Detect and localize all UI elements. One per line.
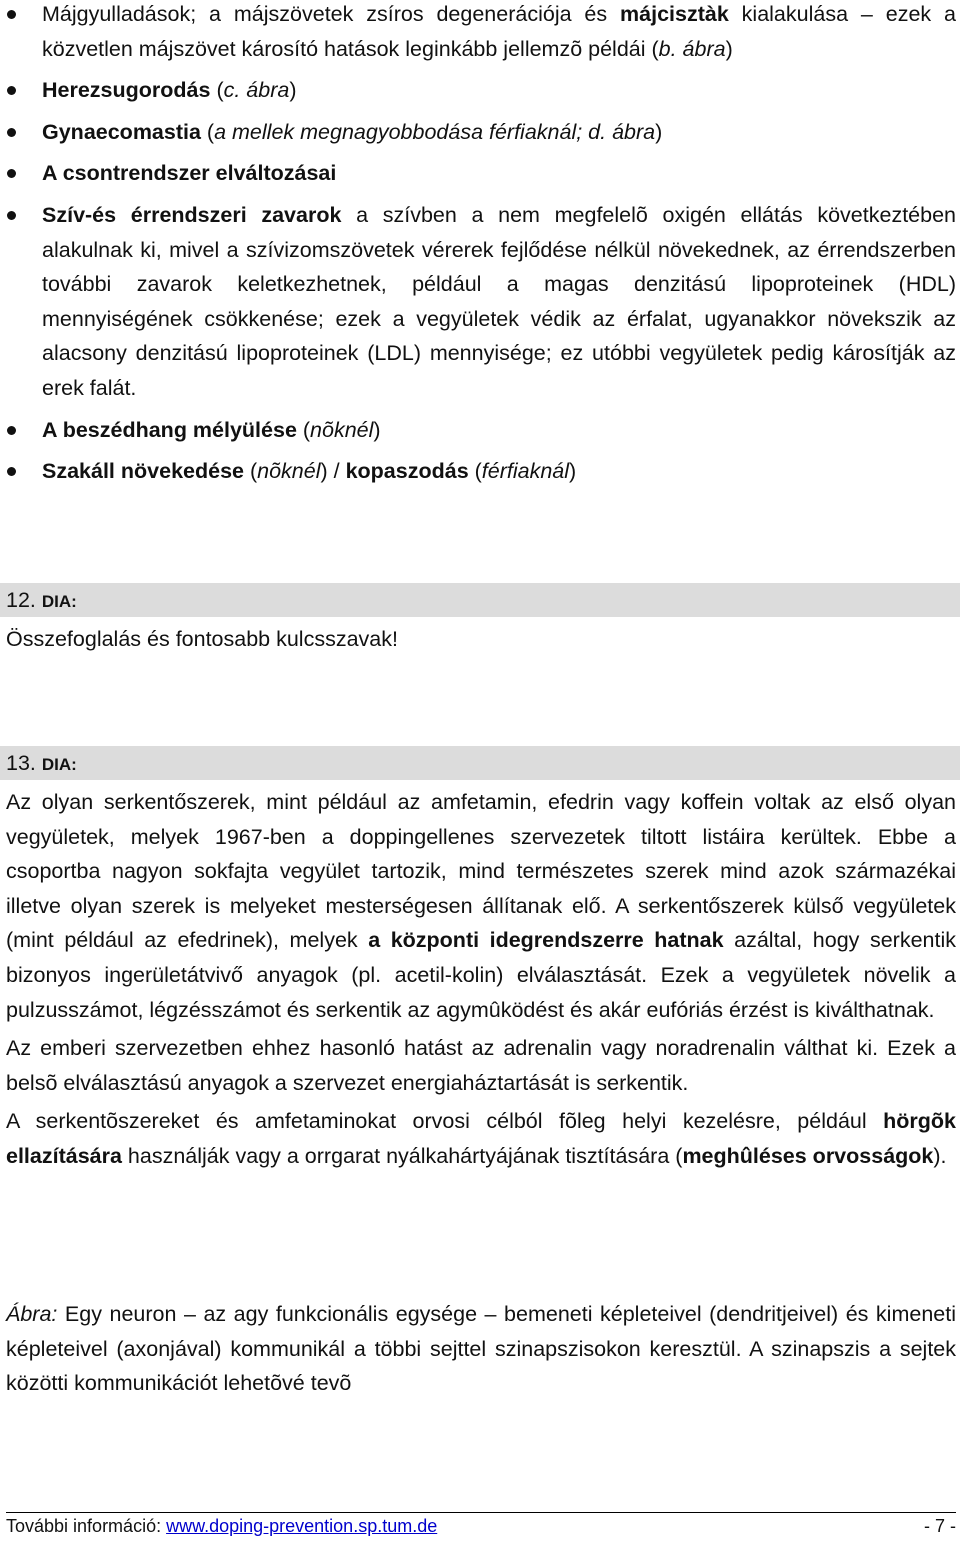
footer — [6, 1513, 956, 1539]
bullet-list — [0, 0, 960, 496]
bullet-text: ) / — [320, 459, 346, 484]
section-header-dia-12 — [0, 583, 960, 617]
bullet-text-bold: Gynaecomastia — [42, 119, 201, 144]
bullet-text: ) — [289, 78, 297, 103]
bullet-item — [0, 454, 960, 489]
bullet-item — [0, 198, 960, 406]
bullet-text-italic: nõknél — [257, 459, 321, 484]
paragraph — [6, 1031, 956, 1100]
figure-caption — [6, 1297, 956, 1401]
paragraph-text: Az olyan serkentőszerek, mint például az amfetamin, efedrin vagy koffein voltak az első olyan vegyületek, melyek 1967-ben a doppingellenes szervezetek tiltott listáira kerültek. Ebbe a csoportba nagyon sokfajta vegyület tartozik, mind természetes szerek mind azok származékai illetve olyan szerek is melyeket mesterségesen állítanak elő. A serkentőszerek külső vegyületek (mint például az efedrinek), melyek — [6, 790, 956, 953]
paragraph — [6, 1104, 956, 1173]
bullet-text-italic: a mellek megnagyobbodása férfiaknál; d. ábra — [214, 119, 656, 144]
dia-12-text: Összefoglalás és fontosabb kulcsszavak! — [6, 627, 398, 651]
paragraph — [6, 785, 956, 1027]
bullet-item — [0, 115, 960, 150]
bullet-text: ( — [468, 459, 482, 484]
bullet-text-bold: Herezsugorodás — [42, 78, 211, 103]
section-number: 12. — [6, 588, 36, 612]
bullet-text: ) — [373, 417, 381, 442]
paragraph-text-bold: meghûléses orvosságok — [682, 1143, 934, 1168]
bullet-text-italic: nõknél — [310, 417, 374, 442]
section-label: DIA: — [41, 592, 77, 611]
bullet-text: ) — [655, 119, 663, 144]
caption-text: Egy neuron – az agy funkcionális egysége – bemeneti képleteivel (dendritjeivel) és kimeneti képleteivel (axonjával) kommunikál a többi sejttel szinapszisokon keresztül. A szinapszis a sejtek közötti kommunikációt lehetõvé tevõ — [6, 1302, 956, 1396]
bullet-text: kialakulása – ezek a közvetlen májszövet károsító hatások leginkább jellemzõ példái ( — [42, 2, 956, 61]
bullet-text: Májgyulladások; a májszövetek zsíros degenerációja és — [42, 2, 621, 26]
bullet-text: a szívben a nem megfelelõ oxigén ellátás következtében alakulnak ki, mivel a szívizomszövetek vérerek fejlődése nélkül növekednek, az érrendszerben további zavarok keletkezhetnek, például a magas denzitású lipoproteinek (HDL) mennyiségének csökkenése; ezek a vegyületek védik az érfalat, ugyanakkor növekszik az alacsony denzitású lipoproteinek (LDL) mennyisége; ez utóbbi vegyületek pedig károsítják az erek falát. — [42, 202, 956, 400]
bullet-text-italic: b. ábra — [658, 36, 726, 61]
bullet-text: ) — [725, 36, 733, 61]
bullet-text-bold: Szakáll növekedése — [42, 459, 244, 484]
caption-text-italic: Ábra: — [6, 1302, 58, 1326]
paragraph-text: azáltal, hogy serkentik bizonyos ingerületátvivő anyagok (pl. acetil-kolin) elválasztását. Ezek a vegyületek növelik a pulzusszámot, légzésszámot és serkentik az agymûködést és akár eufóriás érzést is kiválthatnak. — [6, 928, 956, 1022]
paragraph-text: ). — [933, 1143, 947, 1168]
bullet-text: ( — [200, 119, 215, 144]
page-number: - 7 - — [923, 1516, 956, 1536]
bullet-text-bold: A beszédhang mélyülése — [42, 417, 297, 442]
bullet-item — [0, 156, 960, 191]
bullet-item — [0, 413, 960, 448]
bullet-item — [0, 73, 960, 108]
section-label: DIA: — [41, 755, 77, 774]
dia-13-body — [6, 785, 956, 1174]
bullet-text-italic: c. ábra — [223, 78, 290, 103]
paragraph-text: A serkentõszereket és amfetaminokat orvosi célból fõleg helyi kezelésre, például — [6, 1109, 884, 1134]
bullet-text: ) — [569, 459, 577, 484]
footer-link[interactable]: www.doping-prevention.sp.tum.de — [166, 1516, 438, 1536]
footer-info — [6, 1513, 437, 1539]
bullet-text-bold: kopaszodás — [345, 459, 469, 484]
section-header-dia-13 — [0, 746, 960, 780]
bullet-text-bold: májcisztàk — [620, 2, 729, 26]
bullet-text: ( — [243, 459, 258, 484]
paragraph-text-bold: hörgõk ellazítására — [6, 1109, 956, 1168]
bullet-text-bold: A csontrendszer elváltozásai — [42, 161, 337, 186]
bullet-text-italic: férfiaknál — [481, 459, 570, 484]
paragraph-text: használják vagy a orrgarat nyálkahártyájának tisztítására ( — [121, 1143, 683, 1168]
paragraph-text-bold: a központi idegrendszerre hatnak — [368, 928, 724, 953]
bullet-item — [0, 0, 960, 66]
footer-label: További információ: — [6, 1516, 167, 1536]
bullet-text-bold: Szív-és érrendszeri zavarok — [42, 202, 342, 227]
section-number: 13. — [6, 751, 36, 775]
paragraph-text: Az emberi szervezetben ehhez hasonló hatást az adrenalin vagy noradrenalin válthat ki. Ezek a belsõ elválasztású anyagok a szervezet energiaháztartását is serkentik. — [6, 1036, 956, 1095]
bullet-text: ( — [296, 417, 311, 442]
bullet-text: ( — [210, 78, 224, 103]
